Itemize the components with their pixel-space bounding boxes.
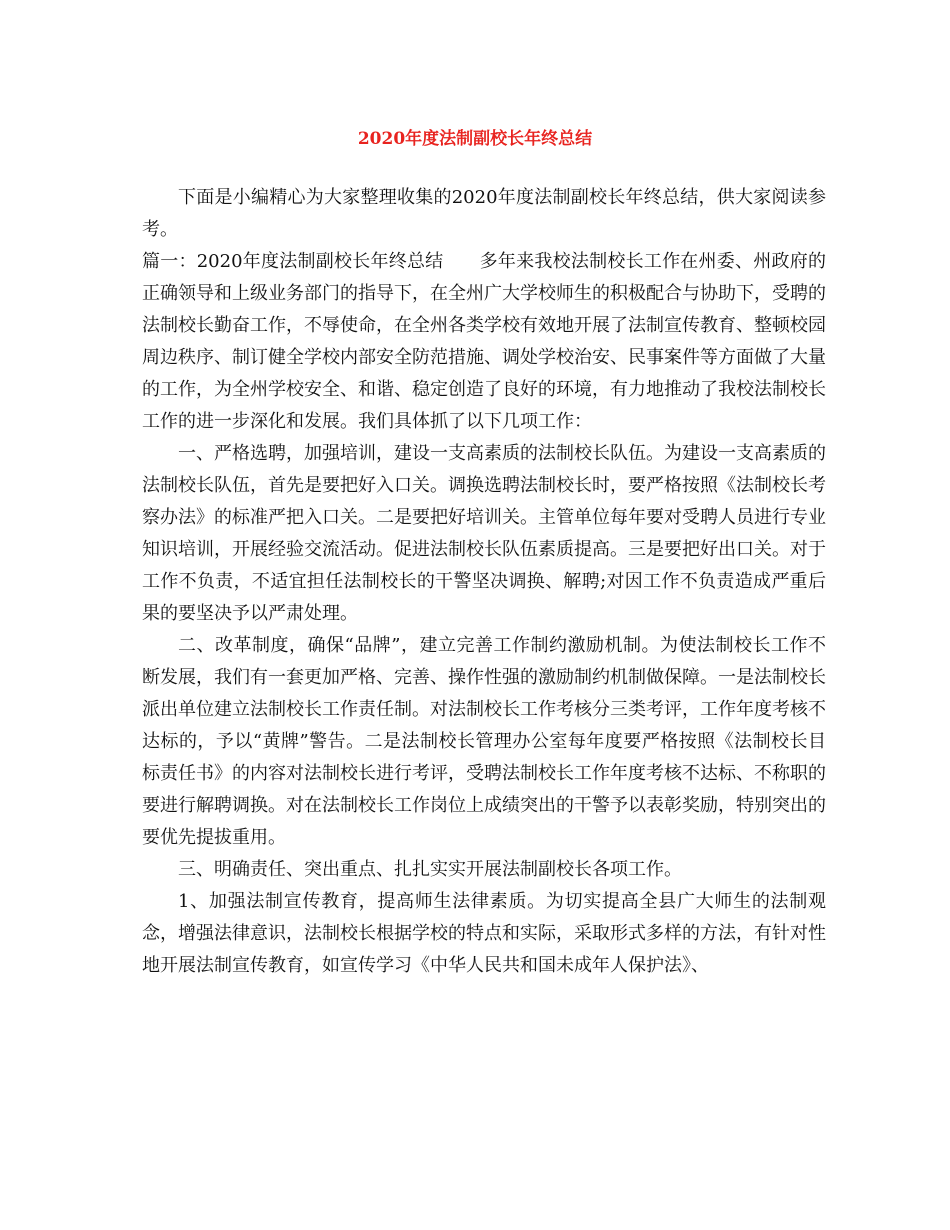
section-one-text: 多年来我校法制校长工作在州委、州政府的正确领导和上级业务部门的指导下，在全州广大学校师生的积极配合与协助下，受聘的法制校长勤奋工作，不辱使命，在全州各类学校有效地开展了法制宣传教育、整顿校园周边秩序、制订健全学校内部安全防范措施、调处学校治安、民事案件等方面做了大量的工作，为全州学校安全、和谐、稳定创造了良好的环境，有力地推动了我校法制校长工作的进一步深化和发展。我们具体抓了以下几项工作： xyxy=(142,251,826,432)
paragraph-item-one: 一、严格选聘，加强培训，建设一支高素质的法制校长队伍。为建设一支高素质的法制校长队伍，首先是要把好入口关。调换选聘法制校长时，要严格按照《法制校长考察办法》的标准严把入口关。二是要把好培训关。主管单位每年要对受聘人员进行专业知识培训，开展经验交流活动。促进法制校长队伍素质提高。三是要把好出口关。对于工作不负责，不适宜担任法制校长的干警坚决调换、解聘;对因工作不负责造成严重后果的要坚决予以严肃处理。 xyxy=(142,443,826,624)
paragraph-item-three: 三、明确责任、突出重点、扎扎实实开展法制副校长各项工作。 xyxy=(178,859,682,880)
paragraph-subitem-one: 1、加强法制宣传教育，提高师生法律素质。为切实提高全县广大师生的法制观念，增强法律意识，法制校长根据学校的特点和实际，采取形式多样的方法，有针对性地开展法制宣传教育，如宣传学习《中华人民共和国未成年人保护法》、 xyxy=(142,891,826,976)
paragraph-item-two: 二、改革制度，确保“品牌”，建立完善工作制约激励机制。为使法制校长工作不断发展，我们有一套更加严格、完善、操作性强的激励制约机制做保障。一是法制校长派出单位建立法制校长工作责任制。对法制校长工作考核分三类考评，工作年度考核不达标的，予以“黄牌”警告。二是法制校长管理办公室每年度要严格按照《法制校长目标责任书》的内容对法制校长进行考评，受聘法制校长工作年度考核不达标、不称职的要进行解聘调换。对在法制校长工作岗位上成绩突出的干警予以表彰奖励，特别突出的要优先提拔重用。 xyxy=(142,635,826,848)
paragraph-intro: 下面是小编精心为大家整理收集的2020年度法制副校长年终总结，供大家阅读参考。 xyxy=(142,187,826,240)
document-title: 2020年度法制副校长年终总结 xyxy=(357,129,593,149)
document-body xyxy=(142,182,826,982)
section-heading: 篇一：2020年度法制副校长年终总结 xyxy=(142,251,444,272)
paragraph-section-one xyxy=(142,246,826,438)
